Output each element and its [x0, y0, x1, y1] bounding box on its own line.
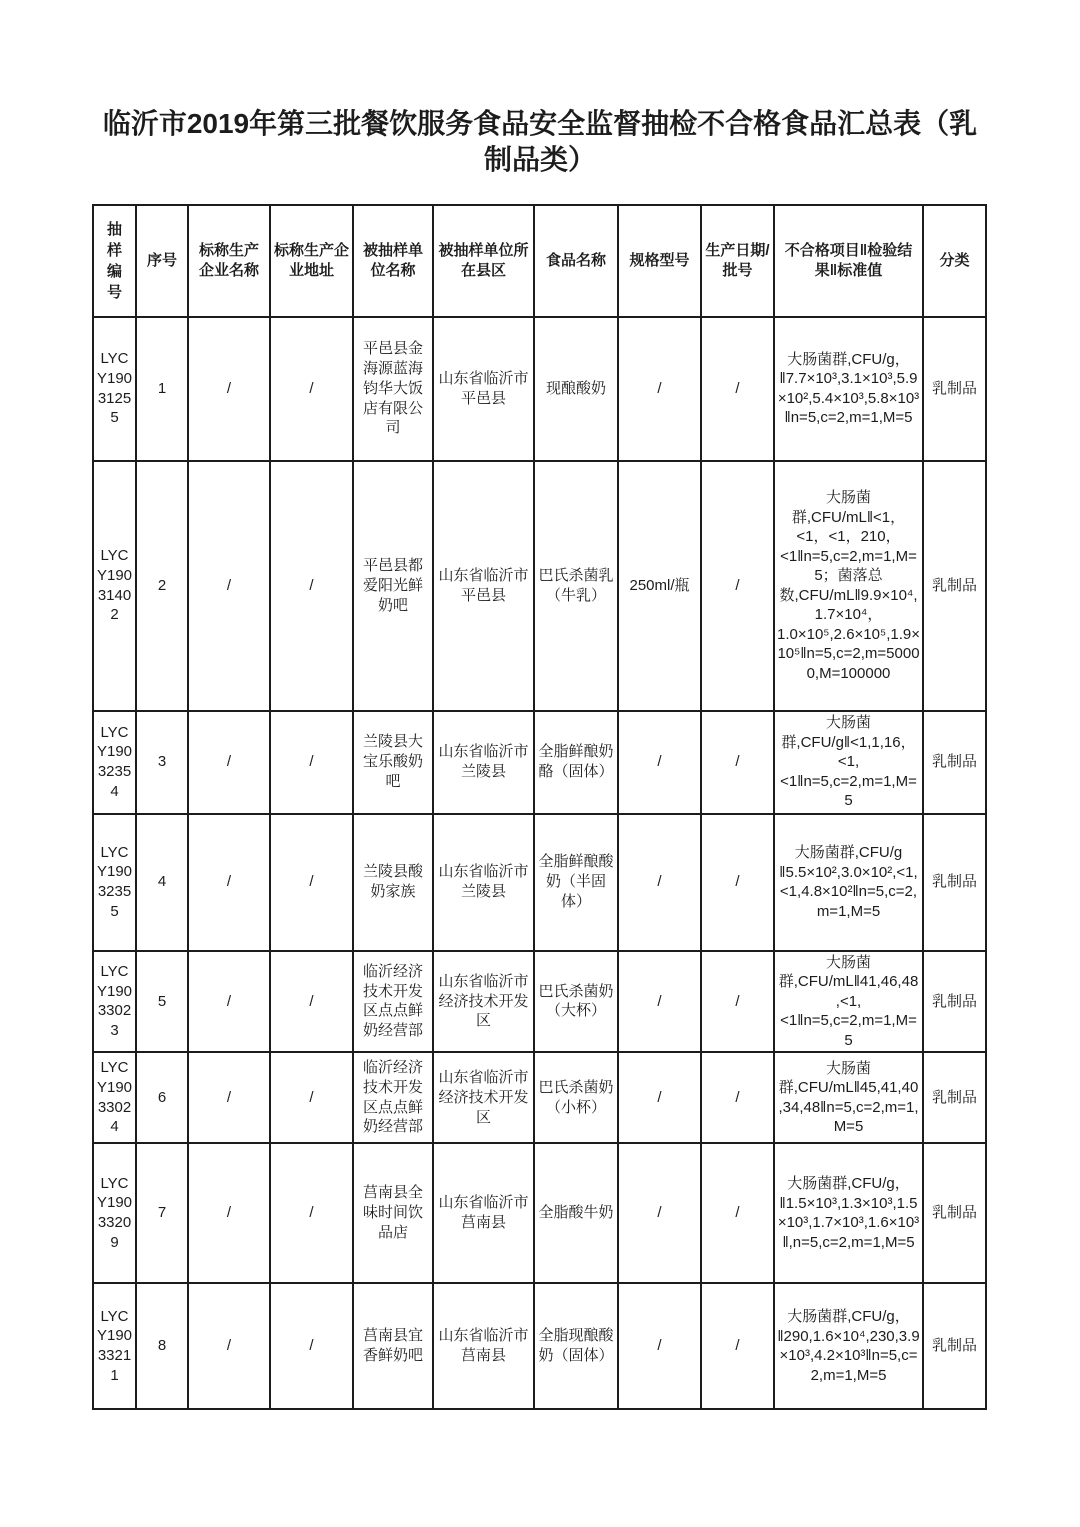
spec-cell: /: [618, 317, 701, 461]
food-name-cell: 巴氏杀菌奶（小杯）: [534, 1052, 618, 1143]
sampled-unit-cell: 平邑县金海源蓝海钧华大饭店有限公司: [353, 317, 433, 461]
producer-name-cell: /: [188, 317, 270, 461]
failed-item-cell: 大肠菌群,CFU/mL‖<1，<1，<1，210，<1‖n=5,c=2,m=1,M=5；菌落总数,CFU/mL‖9.9×10⁴,1.7×10⁴，1.0×10⁵,2.6×10⁵,1.9×10⁵‖n=5,c=2,m=50000,M=100000: [774, 461, 923, 711]
county-cell: 山东省临沂市平邑县: [433, 317, 534, 461]
producer-address-cell: /: [270, 711, 353, 814]
producer-address-cell: /: [270, 1283, 353, 1409]
seq-cell: 6: [136, 1052, 188, 1143]
table-row: [93, 317, 986, 461]
county-cell: 山东省临沂市兰陵县: [433, 814, 534, 951]
table-row: [93, 1052, 986, 1143]
failed-item-cell: 大肠菌群,CFU/g ‖5.5×10²,3.0×10²,<1,<1,4.8×10²‖n=5,c=2,m=1,M=5: [774, 814, 923, 951]
sample-no-cell: LYCY19033209: [93, 1143, 136, 1283]
table-row: [93, 951, 986, 1053]
table-header: [93, 205, 986, 317]
producer-address-cell: /: [270, 317, 353, 461]
table-row: [93, 1283, 986, 1409]
sampled-unit-cell: 平邑县都爱阳光鲜奶吧: [353, 461, 433, 711]
column-header-production-date: 生产日期/批号: [701, 205, 774, 317]
spec-cell: /: [618, 951, 701, 1053]
column-header-seq: 序号: [136, 205, 188, 317]
column-header-county: 被抽样单位所在县区: [433, 205, 534, 317]
sample-no-cell: LYCY19033023: [93, 951, 136, 1053]
column-header-producer-address: 标称生产企业地址: [270, 205, 353, 317]
failed-item-cell: 大肠菌群,CFU/g，‖7.7×10³,3.1×10³,5.9×10²,5.4×10³,5.8×10³‖n=5,c=2,m=1,M=5: [774, 317, 923, 461]
production-date-cell: /: [701, 461, 774, 711]
producer-name-cell: /: [188, 951, 270, 1053]
seq-cell: 4: [136, 814, 188, 951]
table-row: [93, 1143, 986, 1283]
food-name-cell: 巴氏杀菌乳（牛乳）: [534, 461, 618, 711]
column-header-sample-no-label: 抽样编号: [106, 220, 122, 301]
category-cell: 乳制品: [923, 1143, 986, 1283]
food-name-cell: 全脂酸牛奶: [534, 1143, 618, 1283]
category-cell: 乳制品: [923, 317, 986, 461]
table-row: [93, 461, 986, 711]
summary-table: [92, 204, 987, 1411]
sampled-unit-cell: 莒南县宜香鲜奶吧: [353, 1283, 433, 1409]
column-header-producer-name: 标称生产企业名称: [188, 205, 270, 317]
sample-no-cell: LYCY19032354: [93, 711, 136, 814]
seq-cell: 3: [136, 711, 188, 814]
production-date-cell: /: [701, 1143, 774, 1283]
food-name-cell: 全脂现酿酸奶（固体）: [534, 1283, 618, 1409]
seq-cell: 2: [136, 461, 188, 711]
sampled-unit-cell: 兰陵县大宝乐酸奶吧: [353, 711, 433, 814]
county-cell: 山东省临沂市兰陵县: [433, 711, 534, 814]
spec-cell: 250ml/瓶: [618, 461, 701, 711]
producer-name-cell: /: [188, 711, 270, 814]
column-header-sampled-unit: 被抽样单位名称: [353, 205, 433, 317]
food-name-cell: 全脂鲜酿奶酪（固体）: [534, 711, 618, 814]
spec-cell: /: [618, 1052, 701, 1143]
seq-cell: 1: [136, 317, 188, 461]
sampled-unit-cell: 莒南县全味时间饮品店: [353, 1143, 433, 1283]
production-date-cell: /: [701, 814, 774, 951]
production-date-cell: /: [701, 711, 774, 814]
spec-cell: /: [618, 1283, 701, 1409]
county-cell: 山东省临沂市平邑县: [433, 461, 534, 711]
county-cell: 山东省临沂市莒南县: [433, 1283, 534, 1409]
producer-name-cell: /: [188, 814, 270, 951]
sample-no-cell: LYCY19031402: [93, 461, 136, 711]
header-row: [93, 205, 986, 317]
failed-item-cell: 大肠菌群,CFU/g，‖290,1.6×10⁴,230,3.9×10³,4.2×10³‖n=5,c=2,m=1,M=5: [774, 1283, 923, 1409]
production-date-cell: /: [701, 1283, 774, 1409]
sample-no-cell: LYCY19033024: [93, 1052, 136, 1143]
producer-address-cell: /: [270, 461, 353, 711]
seq-cell: 5: [136, 951, 188, 1053]
category-cell: 乳制品: [923, 461, 986, 711]
table-row: [93, 814, 986, 951]
producer-address-cell: /: [270, 814, 353, 951]
producer-address-cell: /: [270, 1143, 353, 1283]
category-cell: 乳制品: [923, 1052, 986, 1143]
category-cell: 乳制品: [923, 951, 986, 1053]
sampled-unit-cell: 临沂经济技术开发区点点鲜奶经营部: [353, 1052, 433, 1143]
table-row: [93, 711, 986, 814]
sampled-unit-cell: 兰陵县酸奶家族: [353, 814, 433, 951]
sample-no-cell: LYCY19032355: [93, 814, 136, 951]
seq-cell: 8: [136, 1283, 188, 1409]
seq-cell: 7: [136, 1143, 188, 1283]
category-cell: 乳制品: [923, 711, 986, 814]
failed-item-cell: 大肠菌群,CFU/g‖<1,1,16，<1,<1‖n=5,c=2,m=1,M=5: [774, 711, 923, 814]
column-header-spec: 规格型号: [618, 205, 701, 317]
production-date-cell: /: [701, 317, 774, 461]
table-body: [93, 317, 986, 1410]
county-cell: 山东省临沂市经济技术开发区: [433, 951, 534, 1053]
spec-cell: /: [618, 814, 701, 951]
page-title: 临沂市2019年第三批餐饮服务食品安全监督抽检不合格食品汇总表（乳制品类）: [102, 108, 978, 175]
column-header-sample-no: [93, 205, 136, 317]
column-header-food-name: 食品名称: [534, 205, 618, 317]
producer-name-cell: /: [188, 1283, 270, 1409]
category-cell: 乳制品: [923, 814, 986, 951]
producer-name-cell: /: [188, 1052, 270, 1143]
category-cell: 乳制品: [923, 1283, 986, 1409]
producer-name-cell: /: [188, 461, 270, 711]
failed-item-cell: 大肠菌群,CFU/mL‖45,41,40,34,48‖n=5,c=2,m=1,M=5: [774, 1052, 923, 1143]
failed-item-cell: 大肠菌群,CFU/mL‖41,46,48,<1,<1‖n=5,c=2,m=1,M=5: [774, 951, 923, 1053]
producer-name-cell: /: [188, 1143, 270, 1283]
county-cell: 山东省临沂市莒南县: [433, 1143, 534, 1283]
producer-address-cell: /: [270, 951, 353, 1053]
food-name-cell: 现酿酸奶: [534, 317, 618, 461]
producer-address-cell: /: [270, 1052, 353, 1143]
food-name-cell: 全脂鲜酿酸奶（半固体）: [534, 814, 618, 951]
column-header-failed-item: 不合格项目‖检验结果‖标准值: [774, 205, 923, 317]
column-header-category: 分类: [923, 205, 986, 317]
county-cell: 山东省临沂市经济技术开发区: [433, 1052, 534, 1143]
sample-no-cell: LYCY19033211: [93, 1283, 136, 1409]
failed-item-cell: 大肠菌群,CFU/g，‖1.5×10³,1.3×10³,1.5×10³,1.7×10³,1.6×10³‖,n=5,c=2,m=1,M=5: [774, 1143, 923, 1283]
food-name-cell: 巴氏杀菌奶（大杯）: [534, 951, 618, 1053]
production-date-cell: /: [701, 951, 774, 1053]
sampled-unit-cell: 临沂经济技术开发区点点鲜奶经营部: [353, 951, 433, 1053]
spec-cell: /: [618, 1143, 701, 1283]
sample-no-cell: LYCY19031255: [93, 317, 136, 461]
spec-cell: /: [618, 711, 701, 814]
production-date-cell: /: [701, 1052, 774, 1143]
